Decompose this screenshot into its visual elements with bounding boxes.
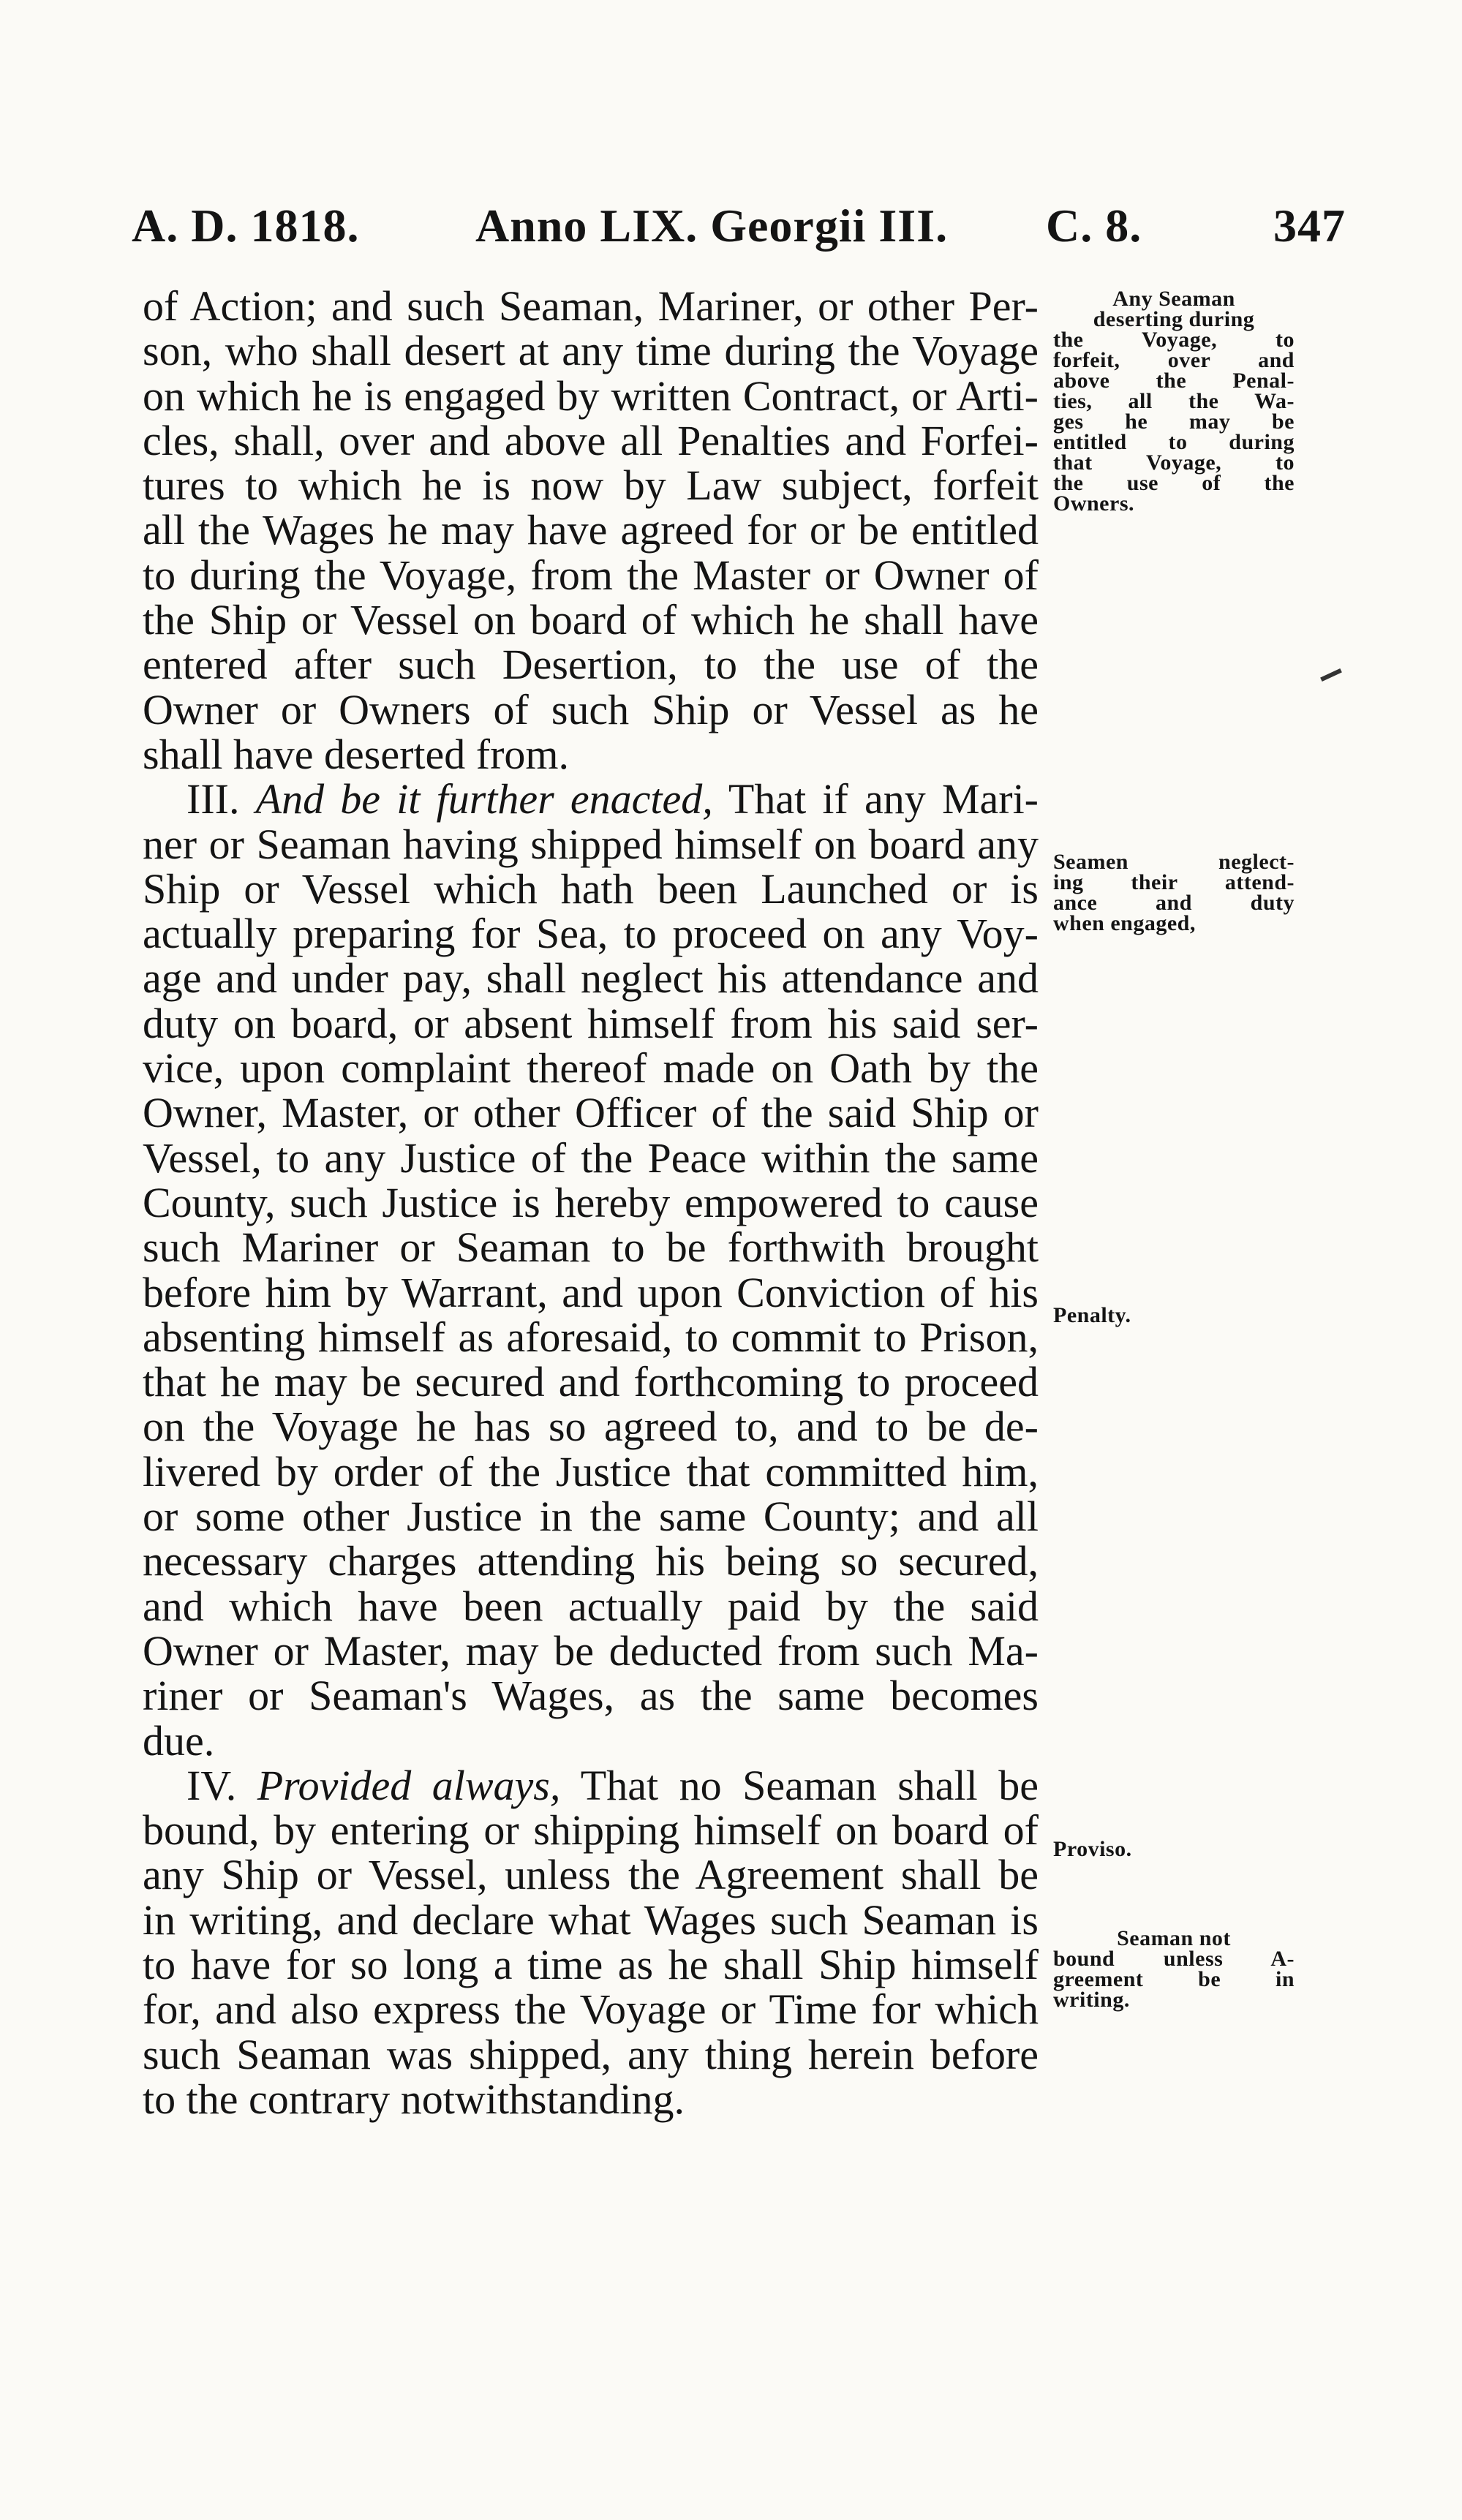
margin-note-seamen-neglecting bbox=[1053, 852, 1295, 934]
enacting-phrase: And be it further enacted, bbox=[255, 775, 713, 823]
statute-text bbox=[143, 284, 1039, 2121]
text-line: actually preparing for Sea, to proceed on any Voy- bbox=[143, 910, 1039, 958]
text-line: for, and also express the Voyage or Time for which bbox=[143, 1985, 1039, 2034]
margin-note-penalty bbox=[1053, 1305, 1295, 1326]
note-line: that Voyage, to bbox=[1053, 450, 1295, 475]
text-line: Owner or Owners of such Ship or Vessel as he bbox=[143, 685, 1039, 733]
note-line: deserting during bbox=[1093, 307, 1255, 331]
text-line: the Ship or Vessel on board of which he shall have bbox=[143, 596, 1039, 644]
text-line: Vessel, to any Justice of the Peace within the same bbox=[143, 1133, 1039, 1182]
note-line: greement be in bbox=[1053, 1967, 1295, 1991]
text-line: riner or Seaman's Wages, as the same becomes bbox=[143, 1672, 1039, 1720]
note-line: Seamen neglect- bbox=[1053, 850, 1295, 874]
running-header bbox=[132, 199, 1346, 265]
text-line: such Seaman was shipped, any thing herein before bbox=[143, 2030, 1039, 2078]
header-chapter: C. 8. bbox=[1046, 200, 1142, 252]
page-number: 347 bbox=[1273, 200, 1346, 252]
text-line: on which he is engaged by written Contract, or Arti- bbox=[143, 371, 1039, 420]
text-line: County, such Justice is hereby empowered to cause bbox=[143, 1178, 1039, 1226]
text-line: all the Wages he may have agreed for or be entitled bbox=[143, 506, 1039, 554]
text-line: such Mariner or Seaman to be forthwith brought bbox=[143, 1223, 1039, 1272]
note-line: Seaman not bbox=[1117, 1926, 1231, 1950]
section-heading-line: III. And be it further enacted, That if any Mari- bbox=[186, 775, 1039, 823]
text-line: tures to which he is now by Law subject, forfeit bbox=[143, 461, 1039, 510]
note-line: the Voyage, to bbox=[1053, 328, 1295, 352]
text-line: or some other Justice in the same County; and all bbox=[143, 1493, 1039, 1541]
text-line: Ship or Vessel which hath been Launched or is bbox=[143, 864, 1039, 913]
header-title: Anno LIX. Georgii III. bbox=[475, 200, 949, 252]
note-line: the use of the bbox=[1053, 471, 1295, 495]
margin-note-proviso bbox=[1053, 1839, 1295, 1860]
note-line: ing their attend- bbox=[1053, 870, 1295, 894]
text-line: shall have deserted from. bbox=[143, 730, 570, 778]
text-line: to the contrary notwithstanding. bbox=[143, 2075, 685, 2123]
margin-note-any-seaman bbox=[1053, 289, 1295, 514]
note-line: Owners. bbox=[1053, 491, 1134, 516]
note-line: entitled to during bbox=[1053, 430, 1295, 454]
note-line: writing. bbox=[1053, 1988, 1130, 2012]
text-line: that he may be secured and forthcoming to proceed bbox=[143, 1358, 1039, 1406]
text-line: livered by order of the Justice that committed him, bbox=[143, 1447, 1039, 1495]
text-line: bound, by entering or shipping himself on board of bbox=[143, 1806, 1039, 1855]
text-line: to during the Voyage, from the Master or Owner of bbox=[143, 551, 1039, 599]
text-line: duty on board, or absent himself from his said ser- bbox=[143, 999, 1039, 1047]
text-line: Owner or Master, may be deducted from such Ma- bbox=[143, 1626, 1039, 1675]
note-line: when engaged, bbox=[1053, 911, 1196, 935]
text-line: before him by Warrant, and upon Conviction of his bbox=[143, 1268, 1039, 1316]
text-line: in writing, and declare what Wages such Seaman is bbox=[143, 1895, 1039, 1944]
note-line: Any Seaman bbox=[1112, 287, 1235, 311]
text-line: Owner, Master, or other Officer of the said Ship or bbox=[143, 1089, 1039, 1137]
enacting-phrase: Provided always, bbox=[257, 1761, 561, 1809]
note-line: ties, all the Wa- bbox=[1053, 389, 1295, 413]
note-line: Proviso. bbox=[1053, 1837, 1132, 1861]
note-line: bound unless A- bbox=[1053, 1947, 1295, 1971]
margin-note-seaman-not-bound bbox=[1053, 1928, 1295, 2010]
text-line: age and under pay, shall neglect his attendance and bbox=[143, 954, 1039, 1003]
text-line: on the Voyage he has so agreed to, and to be de- bbox=[143, 1403, 1039, 1451]
text-line: ner or Seaman having shipped himself on board any bbox=[143, 820, 1039, 868]
section-heading-line: IV. Provided always, That no Seaman shall be bbox=[186, 1761, 1039, 1809]
header-year: A. D. 1818. bbox=[132, 200, 360, 252]
text-line: cles, shall, over and above all Penalties and Forfei- bbox=[143, 416, 1039, 464]
text-line: due. bbox=[143, 1716, 215, 1765]
note-line: ance and duty bbox=[1053, 891, 1295, 915]
note-line: Penalty. bbox=[1053, 1303, 1131, 1327]
text-line: son, who shall desert at any time during the Voyage bbox=[143, 327, 1039, 375]
text-line: of Action; and such Seaman, Mariner, or other Per- bbox=[143, 282, 1039, 330]
text-line: any Ship or Vessel, unless the Agreement shall be bbox=[143, 1851, 1039, 1899]
text-line: and which have been actually paid by the said bbox=[143, 1582, 1039, 1630]
text-line: necessary charges attending his being so secured, bbox=[143, 1537, 1039, 1585]
text-line: to have for so long a time as he shall Ship himself bbox=[143, 1940, 1039, 1988]
note-line: ges he may be bbox=[1053, 410, 1295, 434]
stray-ink-mark bbox=[1320, 668, 1342, 682]
note-line: forfeit, over and bbox=[1053, 348, 1295, 372]
text-line: absenting himself as aforesaid, to commit to Prison, bbox=[143, 1313, 1039, 1361]
text-line: vice, upon complaint thereof made on Oath by the bbox=[143, 1044, 1039, 1093]
text-line: entered after such Desertion, to the use of the bbox=[143, 641, 1039, 689]
note-line: above the Penal- bbox=[1053, 369, 1295, 393]
